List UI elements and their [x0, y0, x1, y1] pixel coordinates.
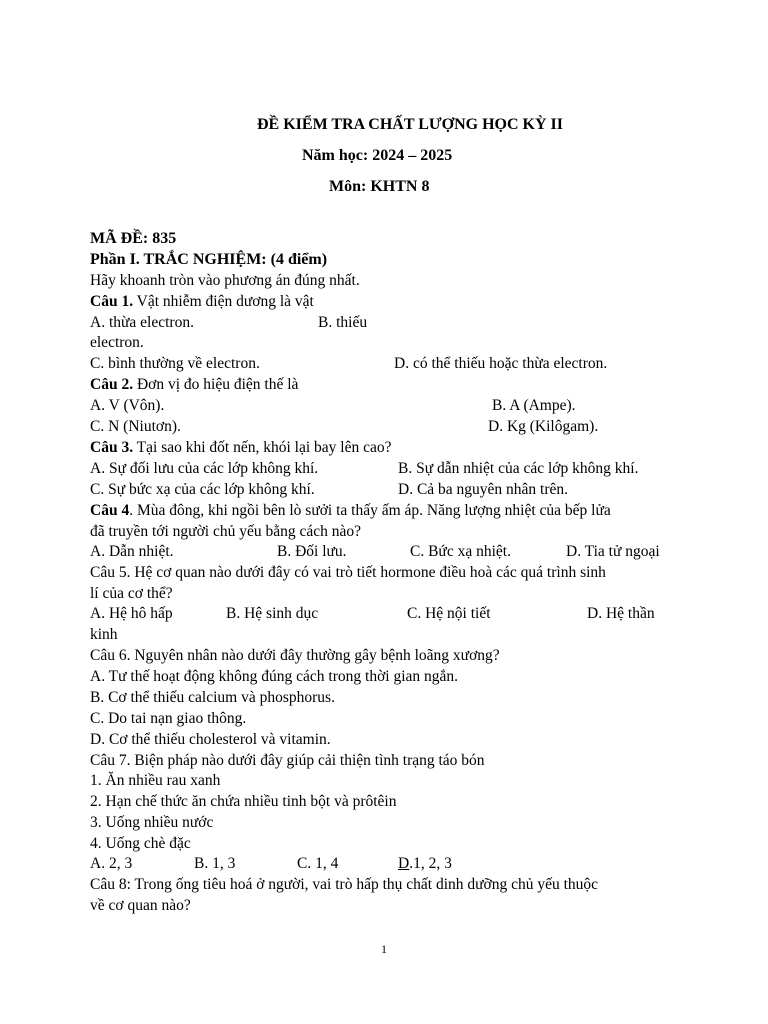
part1-heading: Phần I. TRẮC NGHIỆM: (4 điểm): [90, 251, 328, 268]
q2-option-d: D. Kg (Kilôgam).: [488, 418, 599, 435]
q1-option-d: D. có thể thiếu hoặc thừa electron.: [394, 355, 608, 372]
question-8-text-continued: về cơ quan nào?: [90, 897, 191, 914]
page-number: 1: [381, 942, 387, 956]
option-letter: D: [398, 855, 410, 872]
q6-option-c: C. Do tai nạn giao thông.: [90, 710, 247, 727]
question-5: Câu 5. Hệ cơ quan nào dưới đây có vai trò tiết hormone điều hoà các quá trình sinh: [90, 564, 606, 581]
question-6: Câu 6. Nguyên nhân nào dưới đây thường gây bệnh loãng xương?: [90, 647, 500, 664]
q6-option-a: A. Tư thế hoạt động không đúng cách trong thời gian ngắn.: [90, 668, 459, 685]
question-5-text-continued: lí của cơ thể?: [90, 585, 173, 602]
question-text: Tại sao khi đốt nến, khói lại bay lên cao?: [133, 439, 392, 456]
q7-item: 2. Hạn chế thức ăn chứa nhiều tinh bột và prôtêin: [90, 793, 397, 810]
question-text: Đơn vị đo hiệu điện thế là: [133, 376, 299, 393]
option-text: .1, 2, 3: [409, 855, 452, 872]
q6-option-d: D. Cơ thể thiếu cholesterol và vitamin.: [90, 731, 331, 748]
q2-option-a: A. V (Vôn).: [90, 397, 165, 414]
question-number: Câu 3.: [90, 439, 134, 456]
q2-option-b: B. A (Ampe).: [492, 397, 576, 414]
question-7: Câu 7. Biện pháp nào dưới đây giúp cải thiện tình trạng táo bón: [90, 752, 485, 769]
q4-option-b: B. Đối lưu.: [277, 543, 347, 560]
exam-title: ĐỀ KIỂM TRA CHẤT LƯỢNG HỌC KỲ II: [257, 116, 563, 133]
q7-option-b: B. 1, 3: [194, 855, 236, 872]
q5-option-c: C. Hệ nội tiết: [407, 605, 491, 622]
question-1: [90, 292, 314, 312]
part1-instruction: Hãy khoanh tròn vào phương án đúng nhất.: [90, 272, 360, 289]
school-year: Năm học: 2024 – 2025: [302, 147, 453, 164]
q6-option-b: B. Cơ thể thiếu calcium và phosphorus.: [90, 689, 335, 706]
q3-option-d: D. Cả ba nguyên nhân trên.: [398, 481, 569, 498]
question-text: . Mùa đông, khi ngồi bên lò sưởi ta thấy ấm áp. Năng lượng nhiệt của bếp lửa: [129, 502, 611, 519]
exam-code: MÃ ĐỀ: 835: [90, 230, 177, 247]
q7-item: 4. Uống chè đặc: [90, 835, 191, 852]
q7-item: 1. Ăn nhiều rau xanh: [90, 772, 221, 789]
subject: Môn: KHTN 8: [329, 178, 430, 195]
q5-option-d-continued: kinh: [90, 626, 118, 643]
question-number: Câu 1.: [90, 293, 134, 310]
question-3: [90, 438, 392, 458]
q5-option-d: D. Hệ thần: [587, 605, 655, 622]
q7-option-d: [398, 854, 452, 874]
q3-option-b: B. Sự dẫn nhiệt của các lớp không khí.: [398, 460, 639, 477]
q3-option-a: A. Sự đối lưu của các lớp không khí.: [90, 460, 319, 477]
question-number: Câu 4: [90, 502, 130, 519]
q1-option-c: C. bình thường về electron.: [90, 355, 260, 372]
q5-option-b: B. Hệ sinh dục: [226, 605, 319, 622]
question-4-text-continued: đã truyền tới người chủ yếu bằng cách nào?: [90, 523, 361, 540]
q7-option-c: C. 1, 4: [297, 855, 339, 872]
question-2: [90, 375, 298, 395]
q2-option-c: C. N (Niutơn).: [90, 418, 181, 435]
q1-option-b-continued: electron.: [90, 334, 144, 351]
q3-option-c: C. Sự bức xạ của các lớp không khí.: [90, 481, 315, 498]
q7-option-a: A. 2, 3: [90, 855, 133, 872]
q4-option-a: A. Dẫn nhiệt.: [90, 543, 174, 560]
q5-option-a: A. Hệ hô hấp: [90, 605, 173, 622]
question-number: Câu 2.: [90, 376, 134, 393]
question-text: Vật nhiễm điện dương là vật: [133, 293, 314, 310]
q7-item: 3. Uống nhiều nước: [90, 814, 214, 831]
q1-option-b: B. thiếu: [318, 314, 368, 331]
question-4: [90, 501, 611, 521]
q4-option-d: D. Tia tử ngoại: [566, 543, 660, 560]
q4-option-c: C. Bức xạ nhiệt.: [410, 543, 511, 560]
question-8: Câu 8: Trong ống tiêu hoá ở người, vai trò hấp thụ chất dinh dưỡng chủ yếu thuộc: [90, 876, 599, 893]
q1-option-a: A. thừa electron.: [90, 314, 194, 331]
